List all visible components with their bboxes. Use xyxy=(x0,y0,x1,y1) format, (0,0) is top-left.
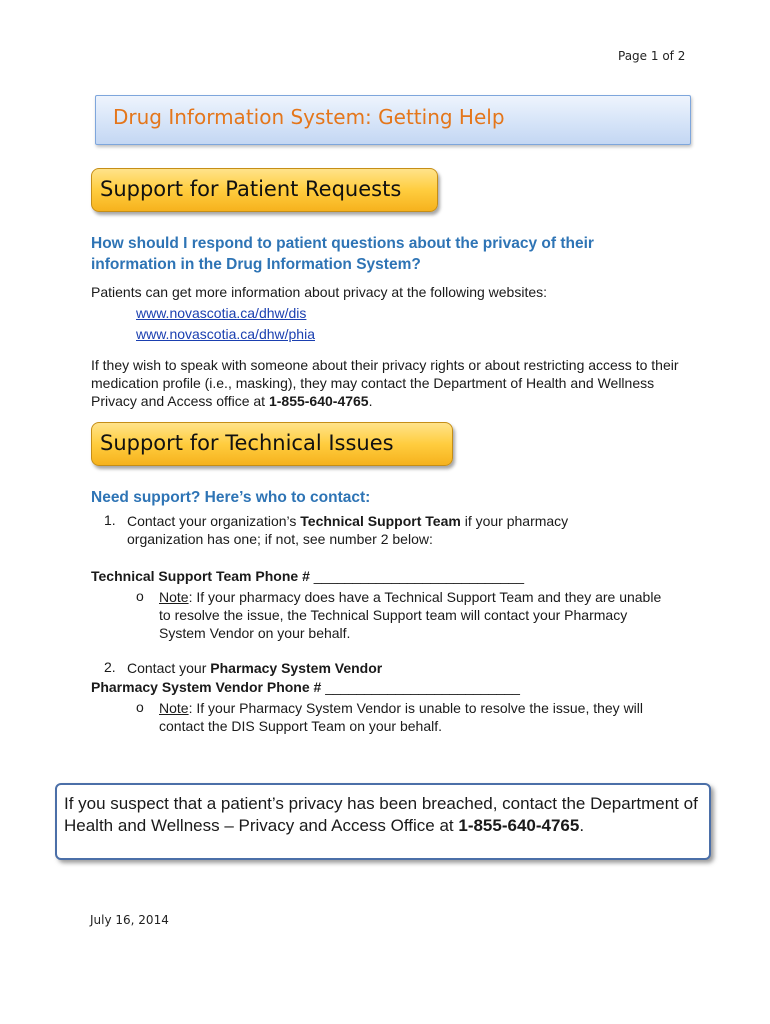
privacy-contact-paragraph xyxy=(91,356,681,410)
callout-end: . xyxy=(579,816,585,835)
vendor-phone-line xyxy=(91,678,520,696)
step-1-bold: Technical Support Team xyxy=(300,513,461,529)
link-dhw-phia[interactable]: www.novascotia.ca/dhw/phia xyxy=(136,326,315,342)
tech-phone-label: Technical Support Team Phone # xyxy=(91,568,314,584)
privacy-intro: Patients can get more information about privacy at the following websites: xyxy=(91,284,548,300)
bullet-marker: o xyxy=(136,699,144,715)
vendor-phone-blank: _________________________ xyxy=(325,679,520,695)
vendor-phone-label: Pharmacy System Vendor Phone # xyxy=(91,679,326,695)
contact-step-2 xyxy=(127,659,382,677)
section-header-patient-requests xyxy=(91,168,438,212)
note-2 xyxy=(159,699,669,735)
tech-phone-blank: ___________________________ xyxy=(313,568,524,584)
section-header-technical-issues xyxy=(91,422,453,466)
note-1 xyxy=(159,588,669,642)
privacy-office-phone: 1-855-640-4765 xyxy=(268,393,369,409)
step-2-bold: Pharmacy System Vendor xyxy=(210,660,383,676)
note-2-label: Note xyxy=(159,700,189,716)
footer-date: July 16, 2014 xyxy=(90,913,169,927)
title-banner xyxy=(95,95,691,145)
document-title: Drug Information System: Getting Help xyxy=(113,105,505,129)
privacy-contact-text: If they wish to speak with someone about their privacy rights or about restricting access to their medication profile (i.e., masking), they may contact the Department of Health and Wellness Privacy and Access office at xyxy=(91,357,679,409)
contact-step-1 xyxy=(127,512,617,548)
step-1-text: Contact your organization’s xyxy=(127,513,301,529)
link-dhw-dis[interactable]: www.novascotia.ca/dhw/dis xyxy=(136,305,307,321)
privacy-contact-end: . xyxy=(368,393,373,409)
privacy-breach-callout xyxy=(55,783,711,860)
step-1-suffix: if your pharmacy organization has one; if not, see number 2 below: xyxy=(127,513,569,547)
note-1-text: : If your pharmacy does have a Technical Support Team and they are unable to resolve the issue, the Technical Support team will contact your Pharmacy System Vendor on your behalf. xyxy=(159,589,662,641)
note-1-label: Note xyxy=(159,589,189,605)
section-heading: Support for Technical Issues xyxy=(100,431,394,455)
privacy-question: How should I respond to patient questions about the privacy of their information in the Drug Information System? xyxy=(91,235,594,273)
list-number-2: 2. xyxy=(104,659,116,675)
step-2-text: Contact your xyxy=(127,660,211,676)
section-heading: Support for Patient Requests xyxy=(100,177,402,201)
page-number: Page 1 of 2 xyxy=(618,49,686,63)
list-number-1: 1. xyxy=(104,512,116,528)
note-2-text: : If your Pharmacy System Vendor is unable to resolve the issue, they will contact the DIS Support Team on your behalf. xyxy=(159,700,644,734)
support-subheading: Need support? Here’s who to contact: xyxy=(91,489,371,506)
callout-body: If you suspect that a patient’s privacy has been breached, contact the Department of Health and Wellness – Privacy and Access Office at xyxy=(64,794,698,835)
callout-phone: 1-855-640-4765 xyxy=(458,816,580,835)
bullet-marker: o xyxy=(136,588,144,604)
callout-text xyxy=(64,793,709,837)
tech-phone-line xyxy=(91,567,524,585)
